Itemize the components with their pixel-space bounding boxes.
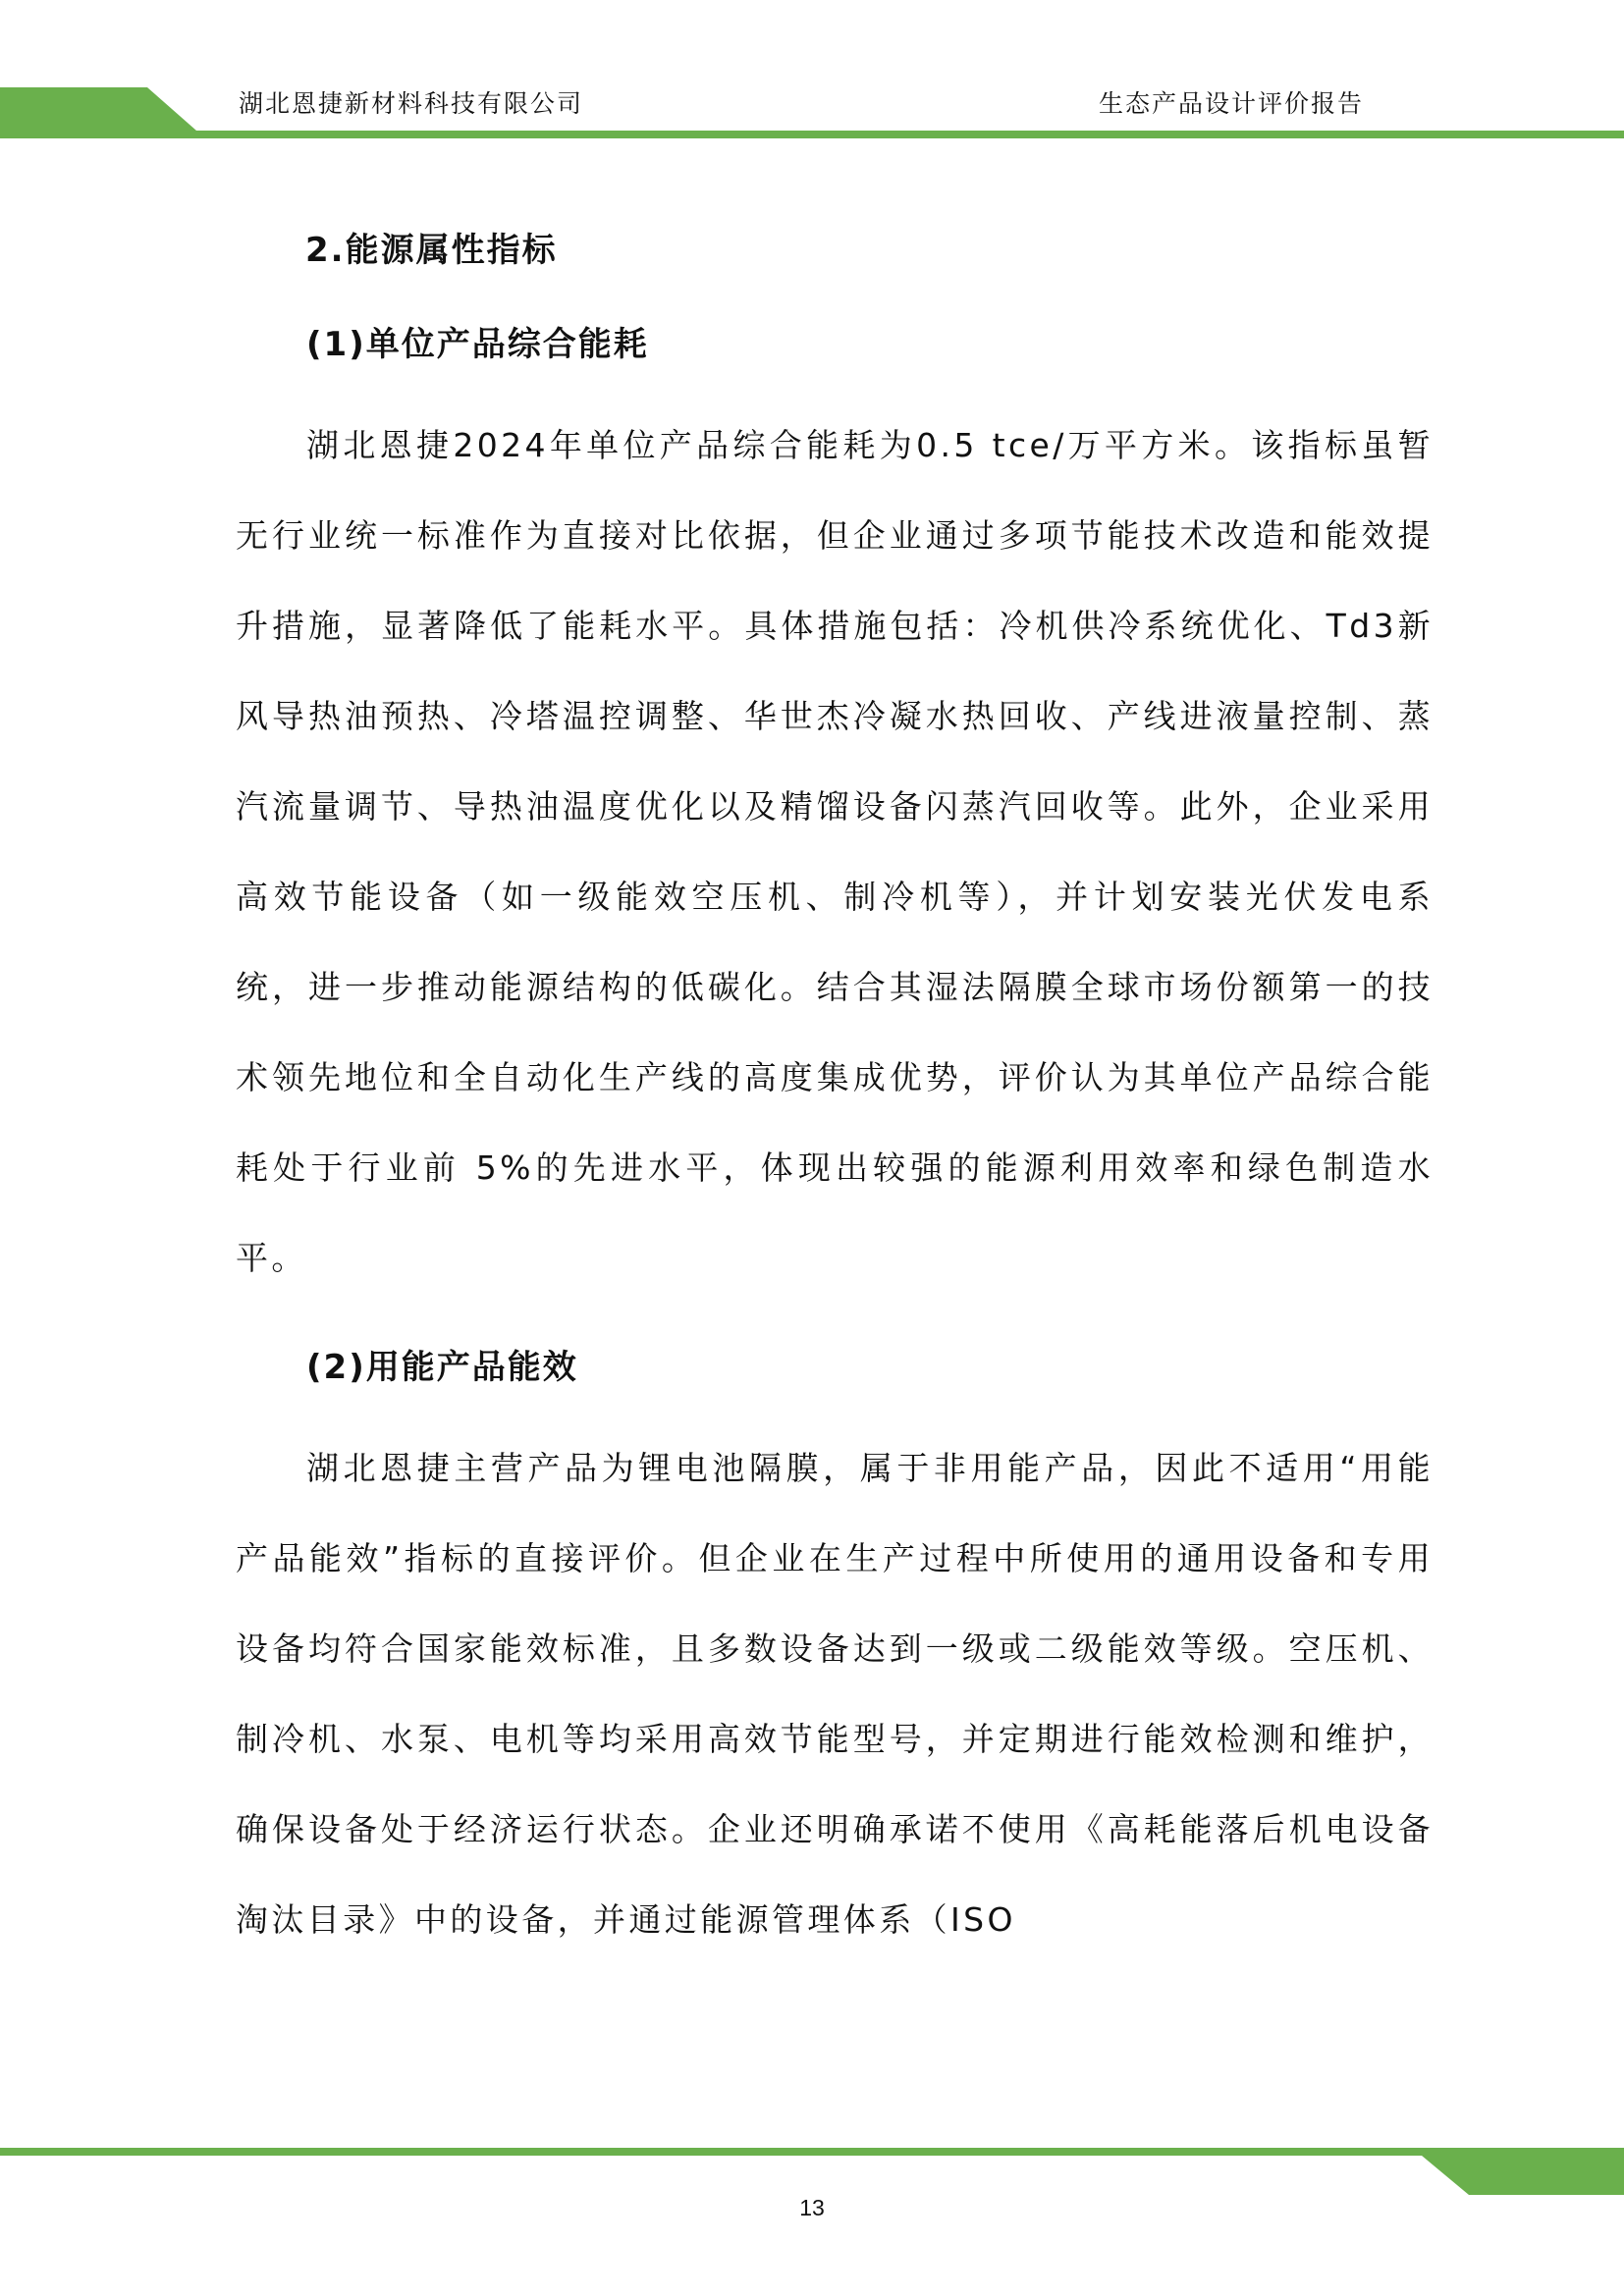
section-heading: 2.能源属性指标 — [305, 231, 558, 270]
header-report-title: 生态产品设计评价报告 — [1098, 89, 1364, 118]
paragraph-product-efficiency: 湖北恩捷主营产品为锂电池隔膜，属于非用能产品，因此不适用“用能产品能效”指标的直接评价。但企业在生产过程中所使用的通用设备和专用设备均符合国家能效标准，且多数设备达到一级或二级能效等级。空压机、制冷机、水泵、电机等均采用高效节能型号，并定期进行能效检测和维护，确保设备处于经济运行状态。企业还明确承诺不使用《高耗能落后机电设备淘汰目录》中的设备，并通过能源管理体系（ISO — [236, 1449, 1434, 1939]
paragraph-unit-energy: 湖北恩捷2024年单位产品综合能耗为0.5 tce/万平方米。该指标虽暂无行业统一标准作为直接对比依据，但企业通过多项节能技术改造和能效提升措施，显著降低了能耗水平。具体措施包括：冷机供冷系统优化、Td3新风导热油预热、冷塔温控调整、华世杰冷凝水热回收、产线进液量控制、蒸汽流量调节、导热油温度优化以及精馏设备闪蒸汽回收等。此外，企业采用高效节能设备（如一级能效空压机、制冷机等），并计划安装光伏发电系统，进一步推动能源结构的低碳化。结合其湿法隔膜全球市场份额第一的技术领先地位和全自动化生产线的高度集成优势，评价认为其单位产品综合能耗处于行业前 5%的先进水平，体现出较强的能源利用效率和绿色制造水平。 — [236, 426, 1434, 1277]
footer-accent-tab — [1422, 2156, 1624, 2195]
footer-rule — [0, 2148, 1624, 2156]
page-number: 13 — [799, 2195, 825, 2220]
header-accent-tab — [0, 87, 196, 131]
header-rule — [0, 131, 1624, 138]
subsection-heading-unit-energy: (1)单位产品综合能耗 — [306, 325, 649, 364]
header-company-name: 湖北恩捷新材料科技有限公司 — [239, 89, 584, 118]
page-content — [236, 216, 1434, 1965]
subsection-heading-product-efficiency: (2)用能产品能效 — [306, 1348, 578, 1387]
